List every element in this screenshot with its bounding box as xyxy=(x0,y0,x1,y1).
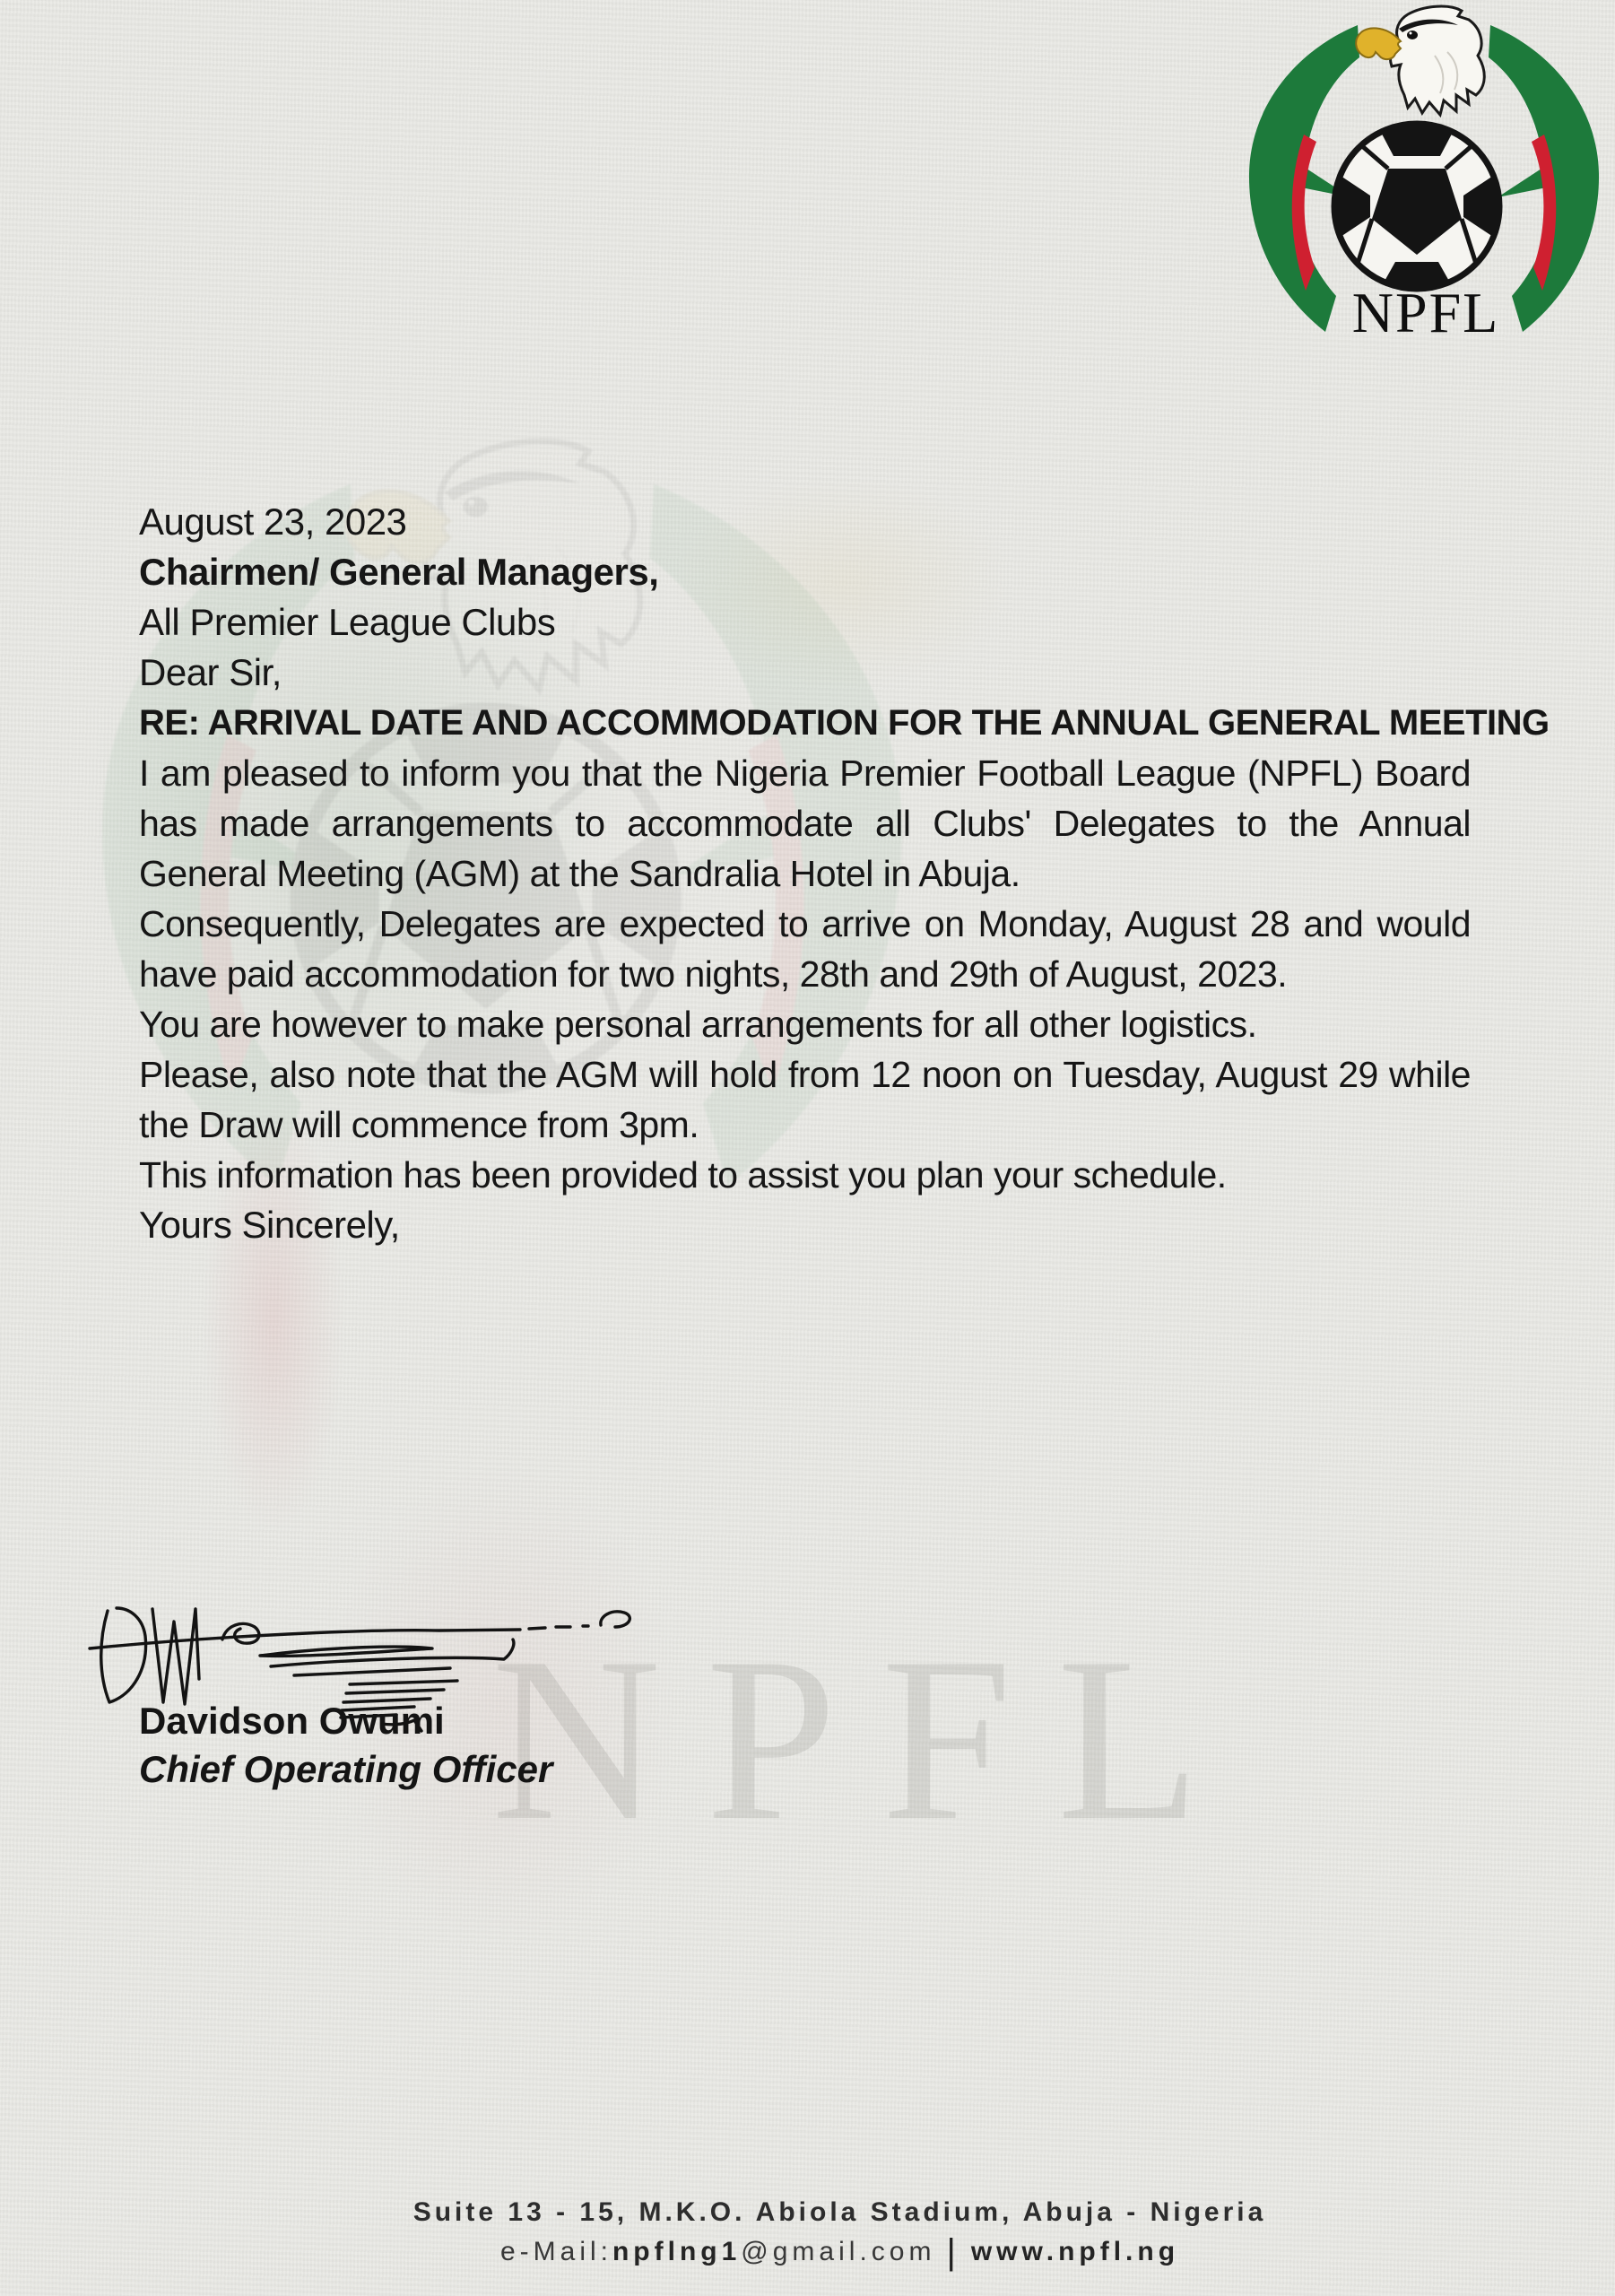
footer-address: Suite 13 - 15, M.K.O. Abiola Stadium, Abuja - Nigeria xyxy=(412,2197,1267,2227)
letter-body xyxy=(139,497,1550,1250)
footer-separator: | xyxy=(946,2232,960,2272)
letterhead-footer xyxy=(0,2196,1615,2272)
signatory-name: Davidson Owumi xyxy=(139,1700,445,1742)
email-domain: @gmail.com xyxy=(741,2237,936,2266)
closing: Yours Sincerely, xyxy=(139,1204,400,1246)
recipient-line-1: Chairmen/ General Managers, xyxy=(139,551,659,593)
signatory-block xyxy=(139,1697,552,1794)
salutation: Dear Sir, xyxy=(139,651,282,693)
email-user: npflng1 xyxy=(612,2237,742,2266)
npfl-text-watermark: NPFL xyxy=(491,1609,1246,1869)
recipient-line-2: All Premier League Clubs xyxy=(139,601,556,643)
paragraph-5: This information has been provided to assist you plan your schedule. xyxy=(139,1154,1227,1196)
subject-line: RE: ARRIVAL DATE AND ACCOMMODATION FOR THE ANNUAL GENERAL MEETING xyxy=(139,703,1550,743)
soccer-ball-icon xyxy=(1333,122,1501,291)
footer-contact xyxy=(65,2231,1615,2272)
letter-date: August 23, 2023 xyxy=(139,500,407,543)
paragraph-1: I am pleased to inform you that the Nigeria Premier Football League (NPFL) Board has made arrangements to accommodate all Clubs' Delegates to the Annual General Meeting (AGM) at the Sandralia Hotel in Abuja. xyxy=(139,752,1471,894)
npfl-crest-logo xyxy=(1236,2,1612,361)
paragraph-3: You are however to make personal arrangements for all other logistics. xyxy=(139,1004,1257,1045)
logo-wordmark: NPFL xyxy=(1351,281,1500,344)
paragraph-4: Please, also note that the AGM will hold from 12 noon on Tuesday, August 29 while the Draw will commence from 3pm. xyxy=(139,1054,1471,1145)
website-url: www.npfl.ng xyxy=(970,2237,1180,2266)
eagle-head-icon xyxy=(1356,6,1484,115)
email-label: e-Mail: xyxy=(499,2237,612,2266)
signatory-title: Chief Operating Officer xyxy=(139,1748,553,1790)
paragraph-2: Consequently, Delegates are expected to arrive on Monday, August 28 and would have paid accommodation for two nights, 28th and 29th of August, 2023. xyxy=(139,903,1471,995)
